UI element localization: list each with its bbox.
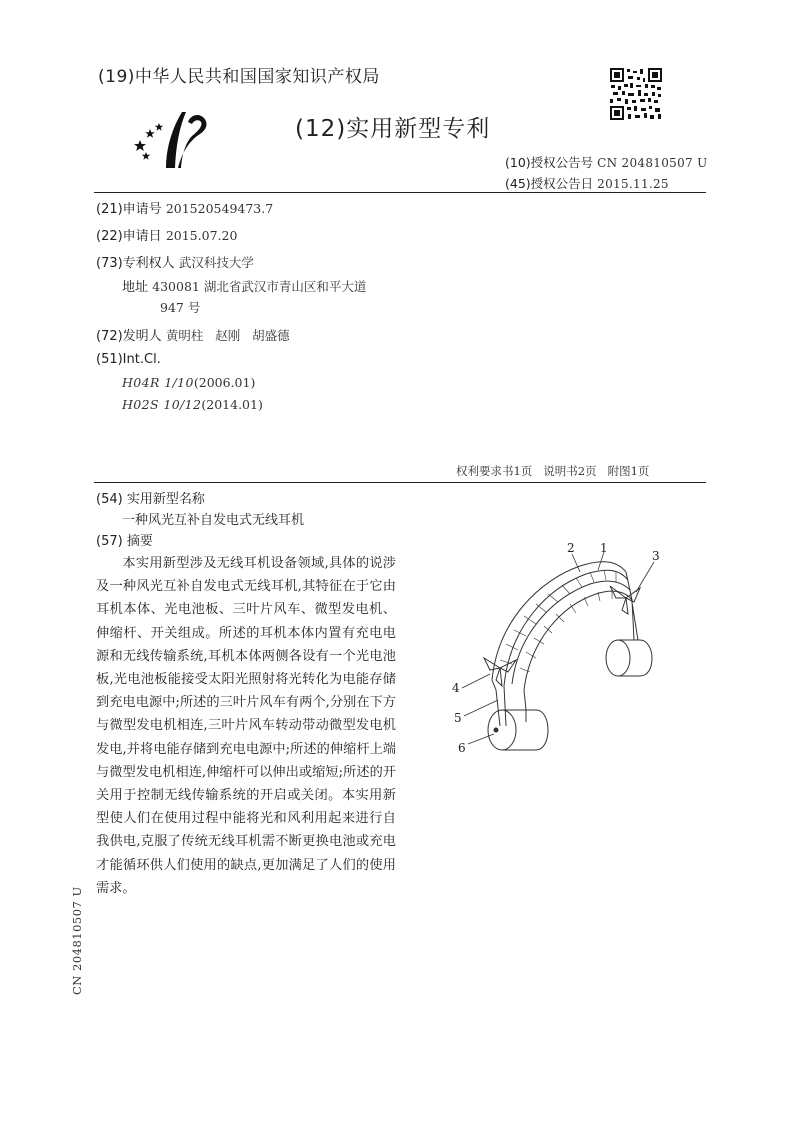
- sipo-logo: [132, 112, 210, 170]
- publication-date: 2015.11.25: [597, 177, 669, 191]
- application-date: 2015.07.20: [165, 228, 238, 243]
- address-line-2-row: [160, 298, 200, 316]
- address-line-2: 947 号: [160, 300, 201, 315]
- ipc-entry: [122, 375, 255, 390]
- inventors: 黄明柱 赵刚 胡盛德: [165, 328, 290, 343]
- inventors-row: [96, 325, 290, 344]
- ipc-version: (2006.01): [193, 375, 256, 390]
- abstract-text: 本实用新型涉及无线耳机设备领域,具体的说涉及一种风光互补自发电式无线耳机,其特征在于它由耳机本体、光电池板、三叶片风车、微型发电机、伸缩杆、开关组成。所述的耳机本体内置有充电电源和无线传输系统,耳机本体两侧各设有一个光电池板,光电池板能接受太阳光照射将光转化为电能存储到充电电源中;所述的三叶片风车有两个,分别在下方与微型发电机相连,三叶片风车转动带动微型发电机发电,并将电能存储到充电电源中;所述的伸缩杆上端与微型发电机相连,伸缩杆可以伸出或缩短;所述的开关用于控制无线传输系统的开启或关闭。本实用新型使人们在使用过程中能将光和风利用起来进行自我供电,克服了传统无线耳机需不断更换电池或充电才能循环供人们使用的缺点,更加满足了人们的使用需求。: [96, 556, 396, 896]
- title-label: (54) 实用新型名称: [96, 492, 205, 507]
- figure-label-5: 5: [454, 711, 462, 725]
- application-date-row: [96, 225, 237, 244]
- address-label: 地址: [122, 280, 149, 295]
- header-rule: [94, 192, 706, 193]
- publication-number-label: (10)授权公告号: [505, 155, 594, 170]
- application-number: 201520549473.7: [165, 201, 274, 216]
- patentee-label: (73)专利权人: [96, 256, 175, 271]
- ipc-label: (51)Int.Cl.: [96, 352, 161, 367]
- figure-label-2: 2: [567, 541, 575, 555]
- patentee: 武汉科技大学: [178, 255, 254, 270]
- document-type: (12)实用新型专利: [295, 116, 491, 142]
- patentee-row: [96, 252, 254, 271]
- publication-number: CN 204810507 U: [597, 156, 708, 170]
- headphone-figure: [440, 540, 700, 770]
- office-name: (19)中华人民共和国国家知识产权局: [98, 67, 380, 87]
- qr-code: [610, 68, 662, 120]
- address-line-1: 430081 湖北省武汉市青山区和平大道: [152, 279, 367, 294]
- figure-label-3: 3: [652, 549, 660, 563]
- figure-label-6: 6: [458, 741, 466, 755]
- utility-model-title: 一种风光互补自发电式无线耳机: [122, 513, 305, 528]
- publication-number-row: [505, 153, 708, 171]
- application-number-label: (21)申请号: [96, 202, 162, 217]
- ipc-version: (2014.01): [201, 397, 263, 412]
- section-rule: [94, 482, 706, 483]
- figure-label-4: 4: [452, 681, 460, 695]
- application-number-row: [96, 198, 273, 217]
- publication-date-row: [505, 174, 669, 192]
- ipc-entry: [122, 397, 263, 412]
- figure-label-1: 1: [600, 541, 608, 555]
- application-date-label: (22)申请日: [96, 229, 162, 244]
- inventors-label: (72)发明人: [96, 329, 162, 344]
- ipc-code: H02S 10/12: [122, 397, 202, 412]
- address-row: [122, 276, 366, 295]
- publication-date-label: (45)授权公告日: [505, 176, 594, 191]
- side-publication-code: CN 204810507 U: [70, 886, 84, 995]
- ipc-code: H04R 1/10: [122, 375, 194, 390]
- abstract-label: (57) 摘要: [96, 534, 153, 549]
- page-count-info: 权利要求书1页 说明书2页 附图1页: [456, 464, 650, 478]
